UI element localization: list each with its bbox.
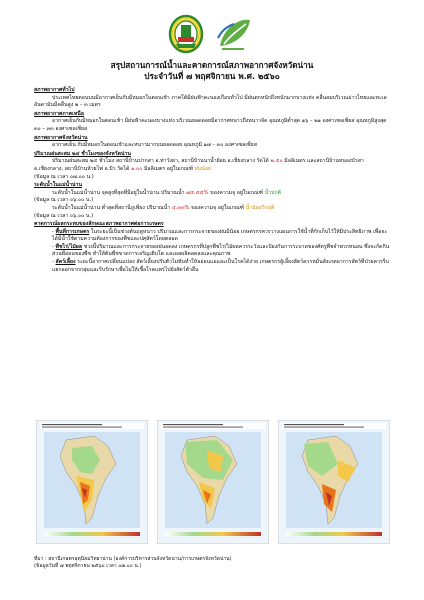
rainfall-text — [34, 158, 390, 173]
general-weather-heading: สภาพอากาศทั่วไป — [34, 87, 75, 93]
forecast-item-crops-label: พืชไร่/ไม้ผล — [55, 243, 83, 250]
north-weather-text: อากาศเย็นกับมีหมอกในตอนเช้า มีฝนฟ้าคะนองบางแห่ง บริเวณยอดดอยมีอากาศหนาวถึงหนาวจัด อุณหภูมิต่ำสุด ๑๖ – ๒๑ องศาเซลเซียส อุณหภูมิสูงสุด ๓๐ – ๓๓ องศาเซลเซียส — [34, 118, 387, 132]
rainfall-value-b: ๑.๐๐ — [131, 165, 143, 172]
river-level-line-2 — [34, 205, 390, 213]
river-level-1-mid: ของความจุ อยู่ในเกณฑ์ — [210, 189, 264, 196]
forecast-item-livestock-label: สัตว์เลี้ยง — [55, 259, 76, 266]
river-level-1-pct: ๗๕.๕๕% — [186, 189, 209, 196]
forecast-item-agri: - พื้นที่การเกษตร ในระยะนี้เป็นช่วงต้นฤดูหนาว ปริมาณและการกระจายของฝนมีน้อย เกษตรกรควรวางแผนการใช้น้ำที่กักเก็บไว้ให้มีประสิทธิภาพ เพื่อจะได้มีน้ำใช้ตามความต้องการของพืชและปศุสัตว์โดยตลอด — [52, 228, 388, 243]
river-level-1-status: น้ำปกติ — [264, 189, 281, 196]
forecast-heading: คาดการณ์ผลกระทบของลักษณะสภาพอากาศต่อการเกษตร — [34, 221, 164, 228]
river-level-source-1: (ข้อมูล ณ เวลา ๐๖.๐๐ น.) — [34, 197, 94, 204]
provincial-seal-logo — [168, 14, 204, 54]
general-weather-text: ประเทศไทยตอนบนมีอากาศเย็นกับมีหมอกในตอนเช้า ภาคใต้มีฝนฟ้าคะนองเกือบทั่วไป มีฝนตกหนักถึงหนักมากบางแห่ง คลื่นลมบริเวณอ่าวไทยและทะเลอันดามันมีคลื่นสูง ๒ – ๓ เมตร — [34, 94, 387, 109]
footer-source: ที่มา : สถานีเกษตรอุตุนิยมวิทยาน่าน (องค์การบริหารส่วนจังหวัดน่าน/การเกษตรจังหวัดน่าน) — [34, 556, 232, 562]
forecast-maps — [36, 420, 390, 550]
rain-forecast-map-1 — [36, 420, 148, 544]
report-body — [34, 86, 390, 274]
river-level-1-text: ระดับน้ำในแม่น้ำน่าน จุดสูงที่สุดที่มีอยู่ในน้ำน่าน ปริมาณน้ำ — [52, 189, 185, 196]
forecast-item-crops-text: ช่วงนี้ปริมาณและการกระจายของฝนลดลง เกษตรกรที่ปลูกพืชไร่/ไม้ผลควรระวังและป้องกันการระบาดของศัตรูพืชจำพวกหนอน ซึ่งจะกัดกินส่วนที่อ่อนของพืช ทำให้ต้นพืชขาดการเจริญเติบโต และผลผลิตลดลงและคุณภาพ — [52, 243, 390, 258]
river-level-2-pct: ๔.๓๓% — [171, 204, 190, 211]
rainfall-text-c: มิลลิเมตร อยู่ในเกณฑ์ — [144, 165, 194, 172]
nan-weather-text: อากาศเย็น กับมีหมอกในตอนเช้าและหนาวมากบนยอดดอย อุณหภูมิ ๑๗ – ๓๐ องศาเซลเซียส — [52, 142, 257, 149]
river-level-source-2: (ข้อมูล ณ เวลา ๐๖.๐๐ น.) — [34, 212, 94, 219]
report-title — [0, 60, 424, 82]
river-level-heading: ระดับน้ำในแม่น้ำน่าน — [34, 182, 82, 189]
rain-forecast-map-2 — [157, 420, 269, 544]
river-level-2-status: น้ำน้อยวิกฤติ — [245, 204, 275, 211]
rainfall-text-b: มิลลิเมตร และสถานีบ้านหนองบัวสา อ.เชียงกลาง, สถานีบ้านห้วยไฟ อ.ปัว วัดได้ — [34, 158, 364, 172]
title-line-1: สรุปสถานการณ์น้ำและคาดการณ์สภาพอากาศจังหวัดน่าน — [110, 60, 314, 70]
forecast-item-livestock: - สัตว์เลี้ยง ระยะนี้อากาศเปลี่ยนแปลง สัตว์เลี้ยงปรับตัวไม่ทันทำให้ออ่อนแอและเป็นโรคได้ง่าย เกษตรกรผู้เลี้ยงสัตว์ควรหมั่นสังเกตอาการสัตว์ที่ป่วยควรรีบแยกออกจากกลุ่มและรีบรักษาเพื่อไม่ให้เชื้อโรคแพร่ไปยังสัตว์ตัวอื่น — [52, 259, 389, 273]
forecast-item-livestock-text: ระยะนี้อากาศเปลี่ยนแปลง สัตว์เลี้ยงปรับตัวไม่ทันทำให้ออ่อนแอและเป็นโรคได้ง่าย เกษตรกรผู้เลี้ยงสัตว์ควรหมั่นสังเกตอาการสัตว์ที่ป่วยควรรีบแยกออกจากกลุ่มและรีบรักษาเพื่อไม่ให้เชื้อโรคแพร่ไปยังสัตว์ตัวอื่น — [52, 259, 389, 273]
rainfall-status: ฝนน้อย — [194, 165, 211, 172]
forecast-item-agri-label: พื้นที่การเกษตร — [55, 228, 90, 235]
report-footer — [34, 556, 390, 570]
rainfall-value-a: ๒.๕๐ — [270, 158, 283, 165]
title-line-2: ประจำวันที่ ๗ พฤศจิกายน พ.ศ. ๒๕๖๐ — [144, 71, 280, 81]
forecast-item-agri-text: ในระยะนี้เป็นช่วงต้นฤดูหนาว ปริมาณและการกระจายของฝนมีน้อย เกษตรกรควรวางแผนการใช้น้ำที่กักเก็บไว้ให้มีประสิทธิภาพ เพื่อจะได้มีน้ำใช้ตามความต้องการของพืชและปศุสัตว์โดยตลอด — [52, 228, 388, 243]
logo-row — [0, 14, 424, 56]
river-level-2-text: ระดับน้ำในแม่น้ำน่าน ต่ำสุดที่สถานีภูเพียง ปริมาณน้ำ — [52, 204, 171, 211]
agency-leaf-logo — [214, 16, 254, 54]
rainfall-text-a: ปริมาณฝนสะสม ๒๔ ชั่วโมง สถานีบ้านปากสา อ.ท่าวังผา, สถานีบ้านนาน้ำย้อย อ.เชียงกลาง วัดได้ — [52, 158, 269, 165]
rain-forecast-map-3 — [278, 420, 390, 544]
footer-timestamp: (ข้อมูลวันที่ ๗ พฤศจิกายน ๒๕๖๐ เวลา ๐๗.๐๐ น.) — [34, 563, 142, 570]
nan-weather-heading: สภาพอากาศจังหวัดน่าน — [34, 134, 88, 141]
forecast-item-crops: - พืชไร่/ไม้ผล ช่วงนี้ปริมาณและการกระจายของฝนลดลง เกษตรกรที่ปลูกพืชไร่/ไม้ผลควรระวังและป้องกันการระบาดของศัตรูพืชจำพวกหนอน ซึ่งจะกัดกินส่วนที่อ่อนของพืช ทำให้ต้นพืชขาดการเจริญเติบโต และผลผลิตลดลงและคุณภาพ — [52, 243, 390, 258]
river-level-2-mid: ของความจุ อยู่ในเกณฑ์ — [191, 204, 244, 211]
north-weather-heading: สภาพอากาศภาคเหนือ — [34, 110, 84, 117]
rainfall-source: (ข้อมูล ณ เวลา ๐๗.๐๐ น.) — [34, 173, 94, 180]
rainfall-heading: ปริมาณฝนสะสม ๒๔ ชั่วโมงของจังหวัดน่าน — [34, 150, 131, 157]
